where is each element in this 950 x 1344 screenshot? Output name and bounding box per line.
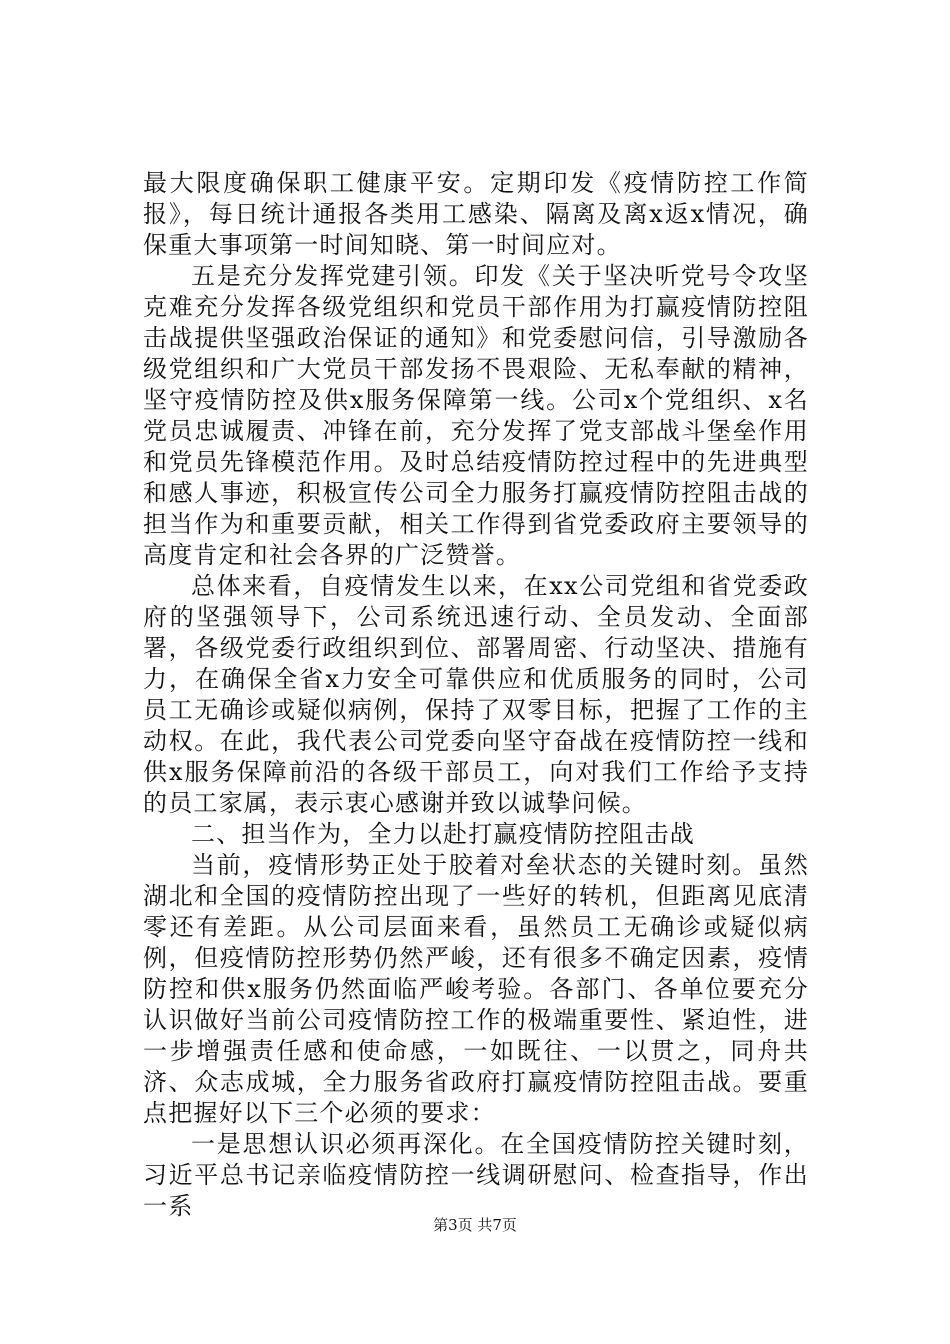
paragraph-5: 一是思想认识必须再深化。在全国疫情防控关键时刻，习近平总书记亲临疫情防控一线调研慰问、检查指导，作出一系 xyxy=(143,1130,809,1220)
paragraph-4: 当前，疫情形势正处于胶着对垒状态的关键时刻。虽然湖北和全国的疫情防控出现了一些好的转机，但距离见底清零还有差距。从公司层面来看，虽然员工无确诊或疑似病例，但疫情防控形势仍然严峻，还有很多不确定因素，疫情防控和供x服务仍然面临严峻考验。各部门、各单位要充分认识做好当前公司疫情防控工作的极端重要性、紧迫性，进一步增强责任感和使命感，一如既往、一以贯之，同舟共济、众志成城，全力服务省政府打赢疫情防控阻击战。要重点把握好以下三个必须的要求： xyxy=(143,851,809,1127)
page-number: 第3页 共7页 xyxy=(433,1216,517,1234)
document-body xyxy=(143,168,809,1222)
paragraph-2: 五是充分发挥党建引领。印发《关于坚决听党号令攻坚克难充分发挥各级党组织和党员干部作用为打赢疫情防控阻击战提供坚强政治保证的通知》和党委慰问信，引导激励各级党组织和广大党员干部发扬不畏艰险、无私奉献的精神，坚守疫情防控及供x服务保障第一线。公司x个党组织、x名党员忠诚履责、冲锋在前，充分发挥了党支部战斗堡垒作用和党员先锋模范作用。及时总结疫情防控过程中的先进典型和感人事迹，积极宣传公司全力服务打赢疫情防控阻击战的担当作为和重要贡献，相关工作得到省党委政府主要领导的高度肯定和社会各界的广泛赞誉。 xyxy=(143,262,809,569)
section-heading: 二、担当作为，全力以赴打赢疫情防控阻击战 xyxy=(191,820,695,848)
paragraph-1: 最大限度确保职工健康平安。定期印发《疫情防控工作简报》，每日统计通报各类用工感染、隔离及离x返x情况，确保重大事项第一时间知晓、第一时间应对。 xyxy=(143,169,809,259)
paragraph-3: 总体来看，自疫情发生以来，在xx公司党组和省党委政府的坚强领导下，公司系统迅速行动、全员发动、全面部署，各级党委行政组织到位、部署周密、行动坚决、措施有力，在确保全省x力安全可靠供应和优质服务的同时，公司员工无确诊或疑似病例，保持了双零目标，把握了工作的主动权。在此，我代表公司党委向坚守奋战在疫情防控一线和供x服务保障前沿的各级干部员工，向对我们工作给予支持的员工家属，表示衷心感谢并致以诚挚问候。 xyxy=(143,572,809,817)
